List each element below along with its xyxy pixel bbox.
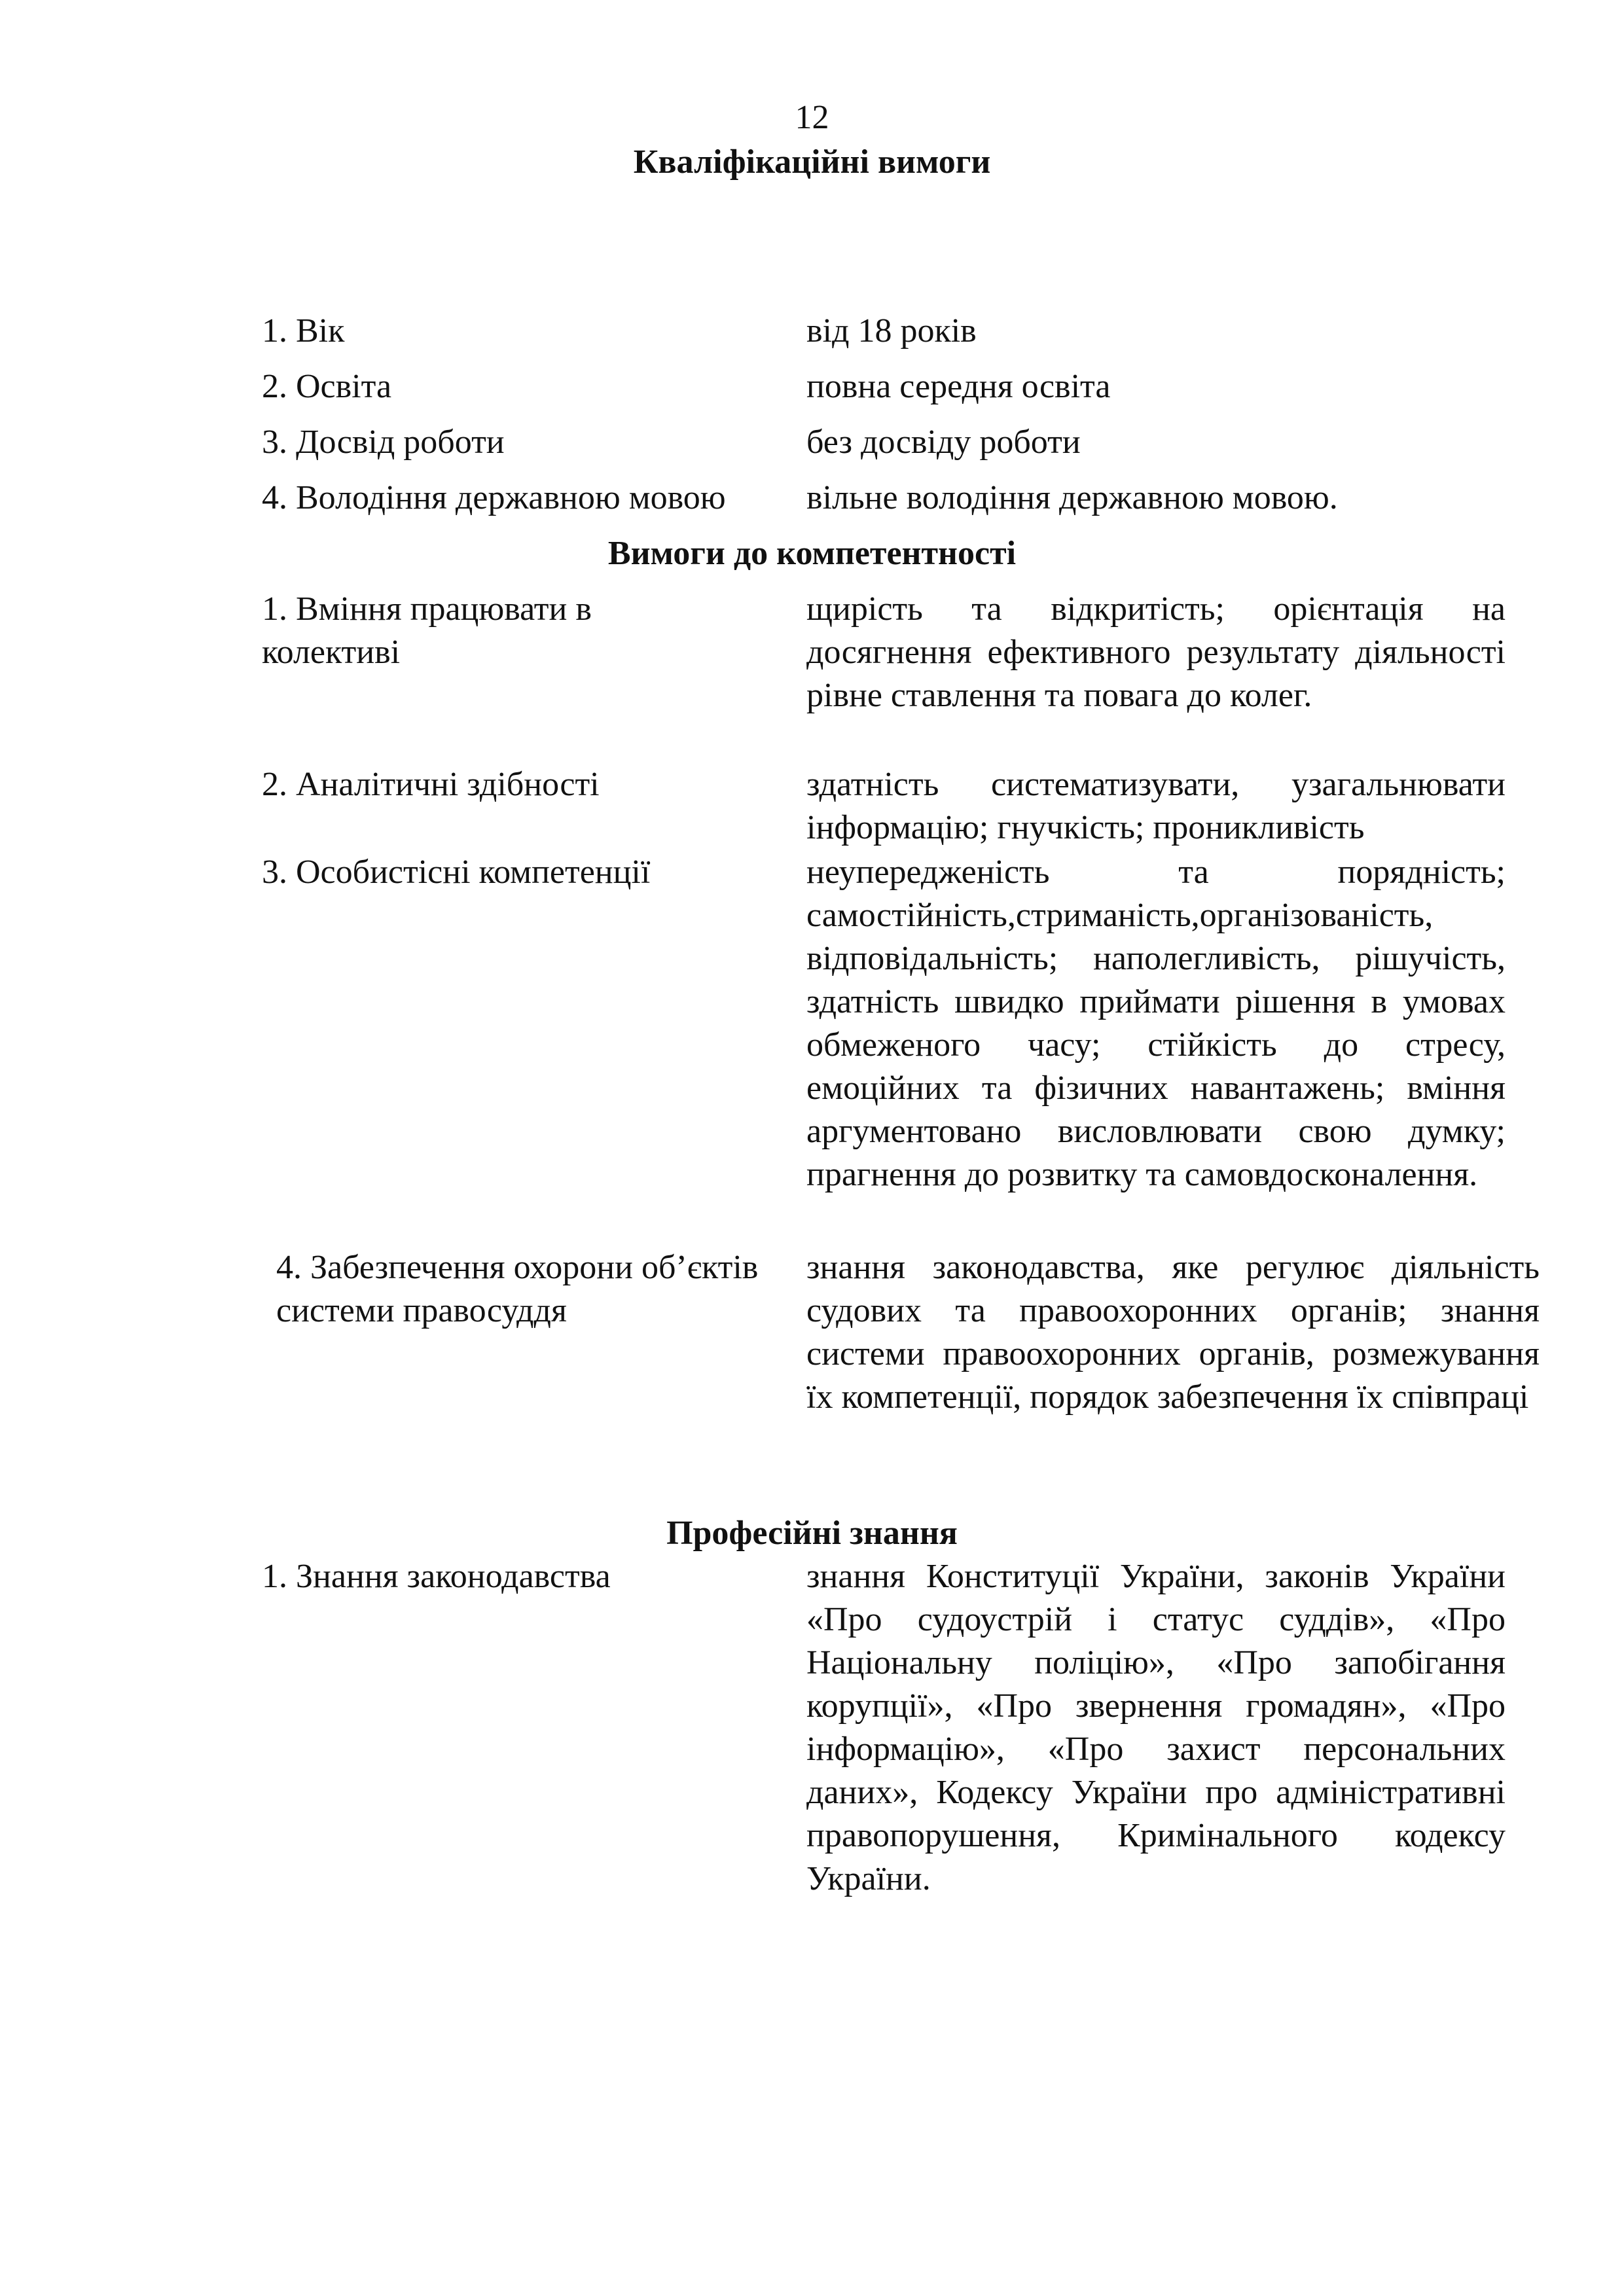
competence-value-teamwork: щирість та відкритість; орієнтація на досягнення ефективного результату діяльності рівне ставлення та повага до колег. — [806, 590, 1506, 714]
competence-label-teamwork: 1. Вміння працювати в колективі — [262, 590, 592, 671]
competence-heading: Вимоги до компетентності — [607, 535, 1017, 572]
competence-label-analytical: 2. Аналітичні здібності — [262, 766, 600, 803]
qualification-label-education: 2. Освіта — [262, 368, 392, 405]
qualification-value-experience: без досвіду роботи — [806, 423, 1081, 461]
qualification-label-age: 1. Вік — [262, 312, 345, 350]
qualification-value-age: від 18 років — [806, 312, 977, 350]
competence-value-personal: неупередженість та порядність; самостійність,стриманість,організованість, відповідальність; наполегливість, рішучість, здатність швидко приймати рішення в умовах обмеженого часу; стійкість до стресу, емоційних та фізичних навантажень; вміння аргументовано висловлювати свою думку; прагнення до розвитку та самовдосконалення. — [806, 853, 1506, 1193]
professional-value-legislation: знання Конституції України, законів України «Про судоустрій і статус суддів», «Про Національну поліцію», «Про запобігання корупції», «Про звернення громадян», «Про інформацію», «Про захист персональних даних», Кодексу України про адміністративні правопорушення, Кримінального кодексу України. — [806, 1558, 1506, 1897]
qualification-label-experience: 3. Досвід роботи — [262, 423, 505, 461]
qualification-label-language: 4. Володіння державною мовою — [262, 479, 726, 516]
competence-value-analytical: здатність систематизувати, узагальнювати інформацію; гнучкість; проникливість — [806, 766, 1506, 846]
professional-label-legislation: 1. Знання законодавства — [262, 1558, 611, 1595]
page-title: Кваліфікаційні вимоги — [633, 143, 991, 181]
page-number: 12 — [795, 99, 829, 136]
competence-label-personal: 3. Особистісні компетенції — [262, 853, 651, 891]
competence-label-protection: 4. Забезпечення охорони об’єктів системи правосуддя — [276, 1249, 759, 1329]
competence-value-protection: знання законодавства, яке регулює діяльність судових та правоохоронних органів; знання системи правоохоронних органів, розмежування їх компетенції, порядок забезпечення їх співпраці — [806, 1249, 1540, 1416]
qualification-value-language: вільне володіння державною мовою. — [806, 479, 1338, 516]
qualification-value-education: повна середня освіта — [806, 368, 1111, 405]
professional-heading: Професійні знання — [666, 1515, 958, 1552]
